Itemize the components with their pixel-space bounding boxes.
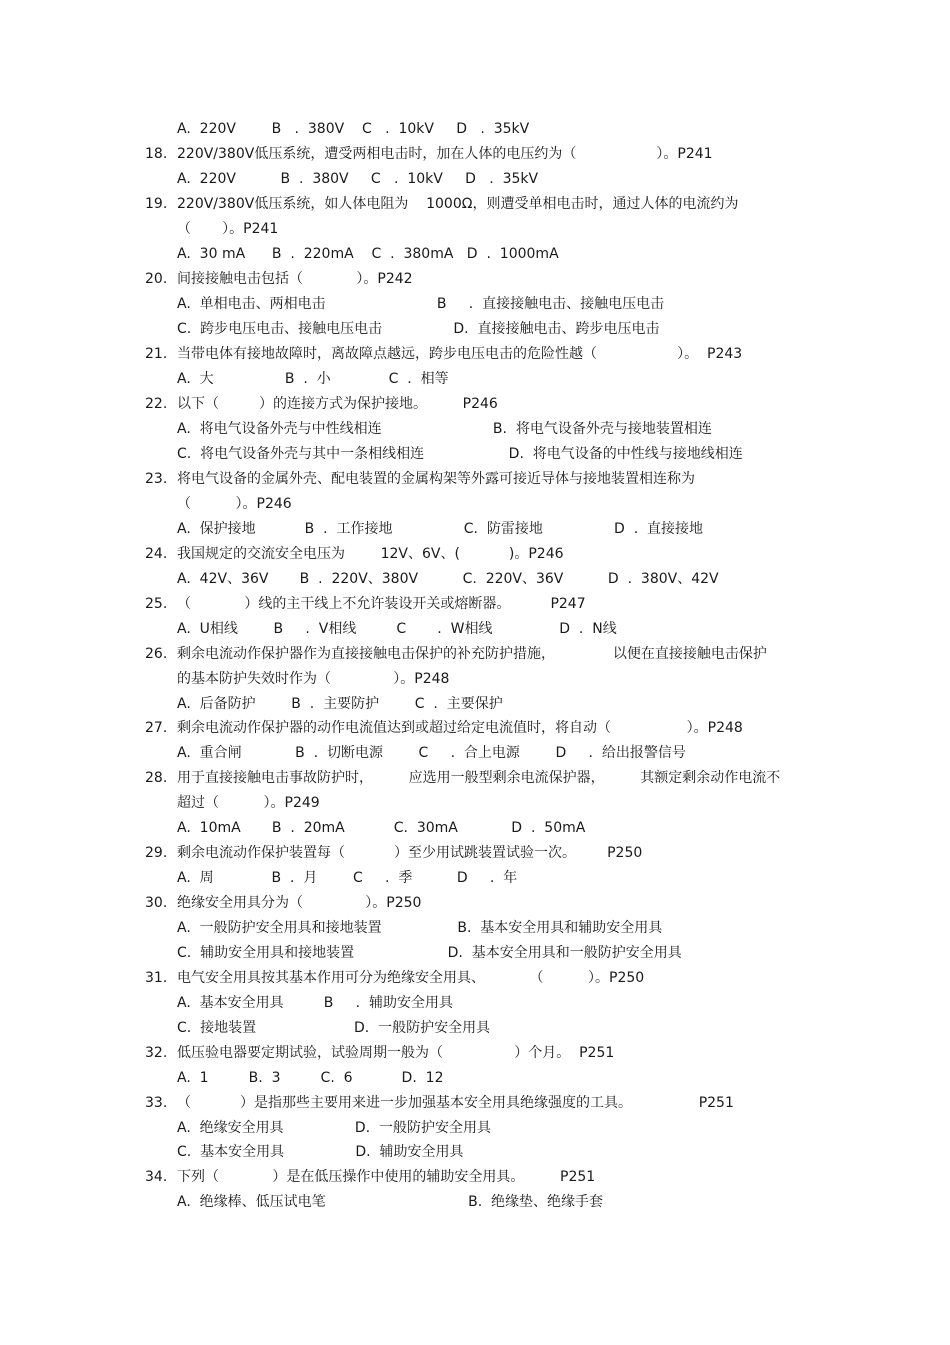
- question-21-options: A. 大 B . 小 C . 相等: [177, 371, 449, 387]
- question-number-21: 21.: [145, 346, 168, 362]
- question-26-text: 剩余电流动作保护器作为直接接触电击保护的补充防护措施， 以便在直接接触电击保护: [177, 646, 767, 662]
- question-29-options: A. 周 B . 月 C . 季 D . 年: [177, 870, 518, 886]
- question-30-options-cd: C. 辅助安全用具和接地装置 D. 基本安全用具和一般防护安全用具: [177, 945, 682, 961]
- question-number-34: 34.: [145, 1169, 168, 1185]
- question-31-options-ab: A. 基本安全用具 B . 辅助安全用具: [177, 995, 453, 1011]
- question-20-text: 间接接触电击包括（ ）。P242: [177, 271, 413, 287]
- question-34-text: 下列（ ）是在低压操作中使用的辅助安全用具。 P251: [177, 1169, 596, 1185]
- question-number-31: 31.: [145, 970, 168, 986]
- question-22-options-cd: C. 将电气设备外壳与其中一条相线相连 D. 将电气设备的中性线与接地线相连: [177, 446, 743, 462]
- question-31-text: 电气安全用具按其基本作用可分为绝缘安全用具、 （ ）。P250: [177, 970, 645, 986]
- question-23-text-cont: （ ）。P246: [177, 496, 292, 512]
- question-28-text-cont: 超过（ ）。P249: [177, 795, 320, 811]
- question-number-30: 30.: [145, 895, 168, 911]
- question-21-text: 当带电体有接地故障时，离故障点越远，跨步电压电击的危险性越（ ）。 P243: [177, 346, 743, 362]
- question-29-text: 剩余电流动作保护装置每（ ）至少用试跳装置试验一次。 P250: [177, 845, 643, 861]
- question-number-32: 32.: [145, 1045, 168, 1061]
- question-18-options: A. 220V B . 380V C . 10kV D . 35kV: [177, 171, 539, 187]
- question-number-29: 29.: [145, 845, 168, 861]
- question-24-options: A. 42V、36V B . 220V、380V C. 220V、36V D . 380V、42V: [177, 571, 719, 587]
- question-22-text: 以下（ ）的连接方式为保护接地。 P246: [177, 396, 498, 412]
- question-31-options-cd: C. 接地装置 D. 一般防护安全用具: [177, 1020, 491, 1036]
- question-30-text: 绝缘安全用具分为（ ）。P250: [177, 895, 422, 911]
- question-28-text: 用于直接接触电击事故防护时， 应选用一般型剩余电流保护器， 其额定剩余动作电流不: [177, 770, 781, 786]
- question-28-options: A. 10mA B . 20mA C. 30mA D . 50mA: [177, 820, 586, 836]
- question-18-text: 220V/380V低压系统，遭受两相电击时，加在人体的电压约为（ ）。P241: [177, 146, 713, 162]
- question-number-20: 20.: [145, 271, 168, 287]
- question-33-options-cd: C. 基本安全用具 D. 辅助安全用具: [177, 1144, 464, 1160]
- question-number-19: 19.: [145, 196, 168, 212]
- question-20-options-ab: A. 单相电击、两相电击 B . 直接接触电击、接触电压电击: [177, 296, 665, 312]
- question-number-25: 25.: [145, 596, 168, 612]
- question-number-24: 24.: [145, 546, 168, 562]
- question-32-options: A. 1 B. 3 C. 6 D. 12: [177, 1070, 444, 1086]
- question-27-text: 剩余电流动作保护器的动作电流值达到或超过给定电流值时，将自动（ ）。P248: [177, 720, 743, 736]
- question-number-18: 18.: [145, 146, 168, 162]
- question-number-26: 26.: [145, 646, 168, 662]
- question-22-options-ab: A. 将电气设备外壳与中性线相连 B. 将电气设备外壳与接地装置相连: [177, 421, 712, 437]
- question-23-text: 将电气设备的金属外壳、配电装置的金属构架等外露可接近导体与接地装置相连称为: [177, 471, 695, 487]
- question-26-text-cont: 的基本防护失效时作为（ ）。P248: [177, 671, 450, 687]
- question-17-options: A. 220V B . 380V C . 10kV D . 35kV: [177, 121, 530, 137]
- question-30-options-ab: A. 一般防护安全用具和接地装置 B. 基本安全用具和辅助安全用具: [177, 920, 663, 936]
- question-number-28: 28.: [145, 770, 168, 786]
- question-32-text: 低压验电器要定期试验，试验周期一般为（ ）个月。 P251: [177, 1045, 615, 1061]
- question-25-text: （ ）线的主干线上不允许装设开关或熔断器。 P247: [177, 596, 586, 612]
- question-20-options-cd: C. 跨步电压电击、接触电压电击 D. 直接接触电击、跨步电压电击: [177, 321, 660, 337]
- question-24-text: 我国规定的交流安全电压为 12V、6V、( )。P246: [177, 546, 564, 562]
- question-33-text: （ ）是指那些主要用来进一步加强基本安全用具绝缘强度的工具。 P251: [177, 1095, 734, 1111]
- question-27-options: A. 重合闸 B . 切断电源 C . 合上电源 D . 给出报警信号: [177, 745, 686, 761]
- question-number-22: 22.: [145, 396, 168, 412]
- question-number-23: 23.: [145, 471, 168, 487]
- question-34-options: A. 绝缘棒、低压试电笔 B. 绝缘垫、绝缘手套: [177, 1194, 604, 1210]
- question-26-options: A. 后备防护 B . 主要防护 C . 主要保护: [177, 696, 503, 712]
- question-19-options: A. 30 mA B . 220mA C . 380mA D . 1000mA: [177, 246, 559, 262]
- question-19-text: 220V/380V低压系统，如人体电阻为 1000Ω，则遭受单相电击时，通过人体的电流约为: [177, 196, 739, 212]
- question-25-options: A. U相线 B . V相线 C . W相线 D . N线: [177, 621, 617, 637]
- question-number-27: 27.: [145, 720, 168, 736]
- question-23-options: A. 保护接地 B . 工作接地 C. 防雷接地 D . 直接接地: [177, 521, 704, 537]
- question-33-options-ab: A. 绝缘安全用具 D. 一般防护安全用具: [177, 1120, 492, 1136]
- question-number-33: 33.: [145, 1095, 168, 1111]
- question-19-text-cont: （ ）。P241: [177, 221, 279, 237]
